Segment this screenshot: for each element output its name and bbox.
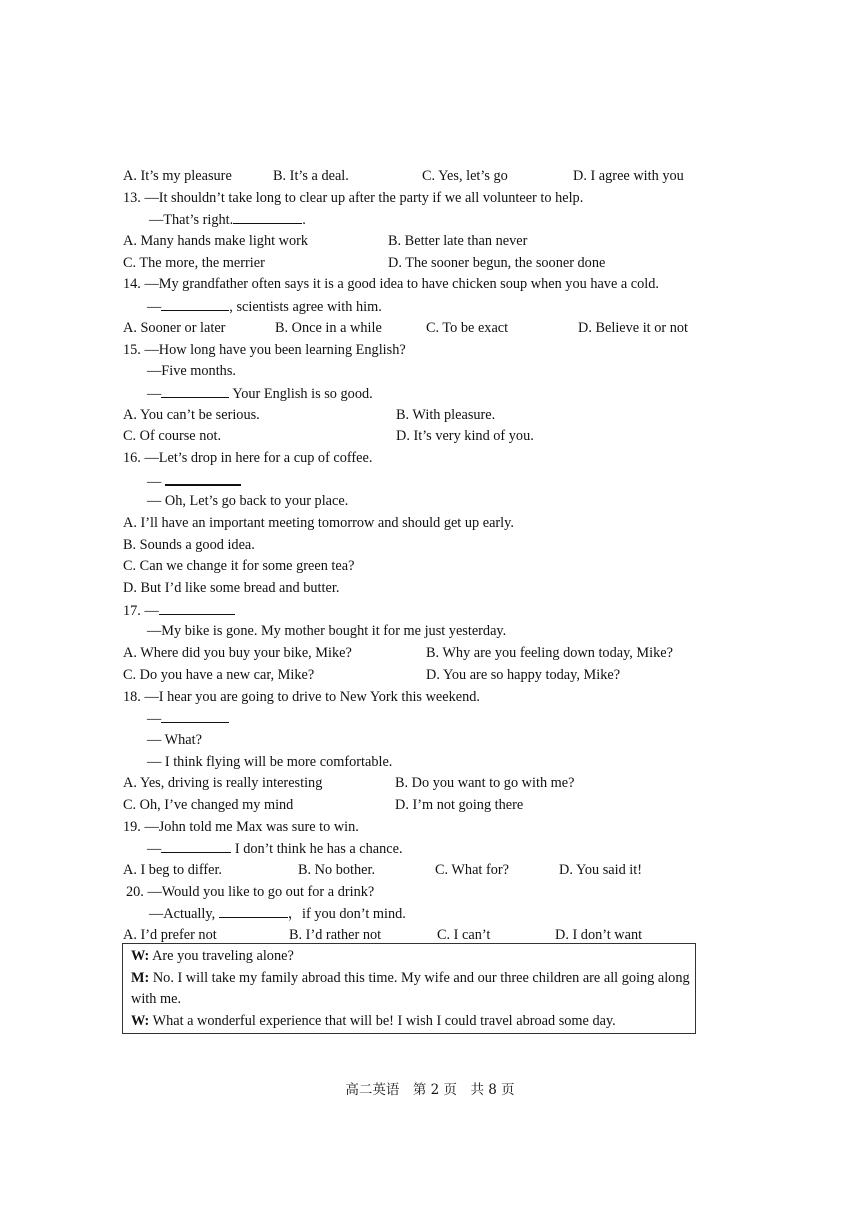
q16-option-d[interactable]: D. But I’d like some bread and butter. (123, 580, 340, 597)
option-d[interactable]: D. You said it! (559, 862, 643, 878)
option-c[interactable]: C. Of course not. (123, 428, 222, 445)
option-d[interactable]: D. I’m not going there (395, 796, 524, 813)
answer-blank[interactable] (219, 903, 288, 918)
q17-options-ab (123, 643, 703, 665)
q18-line3: — What? (147, 731, 202, 748)
q14-options (123, 318, 703, 340)
option-b[interactable]: B. Better late than never (388, 233, 528, 250)
q16-option-c[interactable]: C. Can we change it for some green tea? (123, 558, 355, 575)
option-a[interactable]: A. Where did you buy your bike, Mike? (123, 645, 352, 662)
q14-reply: — , scientists agree with him. (123, 296, 703, 318)
option-c[interactable]: C. I can’t (437, 927, 491, 944)
option-d[interactable]: D. I agree with you (573, 168, 684, 184)
answer-blank[interactable] (161, 296, 229, 311)
option-a[interactable]: A. Sooner or later (123, 319, 226, 336)
q15-line2: —Five months. (147, 363, 236, 380)
q15-options-cd (123, 426, 703, 448)
option-b[interactable]: B. Why are you feeling down today, Mike? (426, 645, 673, 662)
option-c[interactable]: C. Do you have a new car, Mike? (123, 666, 315, 683)
option-d[interactable]: D. I don’t want (555, 927, 643, 944)
answer-blank[interactable] (165, 470, 241, 486)
option-d[interactable]: D. It’s very kind of you. (396, 428, 534, 445)
option-a[interactable]: A. It’s my pleasure (123, 168, 232, 184)
q16-stem: 16. —Let’s drop in here for a cup of coffee. (123, 449, 373, 466)
q13-stem: 13. —It shouldn’t take long to clear up after the party if we all volunteer to help. (123, 189, 584, 206)
q14-stem: 14. —My grandfather often says it is a good idea to have chicken soup when you have a cold. (123, 276, 659, 293)
option-c[interactable]: C. Yes, let’s go (422, 168, 508, 184)
q19-stem: 19. —John told me Max was sure to win. (123, 818, 359, 835)
dialog-line: W: Are you traveling alone? (131, 948, 294, 964)
q17-options-cd (123, 665, 703, 687)
dialog-line: M: No. I will take my family abroad this time. My wife and our three children are all going along with me. (131, 969, 690, 1008)
q18-options-cd (123, 795, 703, 817)
option-a[interactable]: A. I beg to differ. (123, 862, 222, 878)
answer-blank[interactable] (161, 708, 229, 723)
q16-reply: — (123, 470, 703, 492)
q18-line4: — I think flying will be more comfortable. (147, 753, 393, 770)
option-b[interactable]: B. No bother. (298, 862, 376, 878)
q15-stem: 15. —How long have you been learning English? (123, 341, 406, 358)
speaker-label: W: (131, 1013, 150, 1030)
speaker-label: M: (131, 969, 150, 986)
q20-reply: —Actually, ，if you don’t mind. (123, 903, 703, 925)
answer-blank[interactable] (159, 600, 235, 615)
q13-options-cd (123, 253, 703, 275)
q16-option-b[interactable]: B. Sounds a good idea. (123, 536, 255, 553)
option-a[interactable]: A. I’d prefer not (123, 927, 217, 944)
option-c[interactable]: C. Oh, I’ve changed my mind (123, 796, 294, 813)
option-d[interactable]: D. The sooner begun, the sooner done (388, 254, 606, 271)
q17-line2: —My bike is gone. My mother bought it for me just yesterday. (147, 623, 507, 640)
q12-options (123, 166, 703, 188)
q18-stem: 18. —I hear you are going to drive to New York this weekend. (123, 688, 480, 705)
option-d[interactable]: D. Believe it or not (578, 319, 688, 336)
q18-options-ab (123, 773, 703, 795)
option-b[interactable]: B. Do you want to go with me? (395, 775, 575, 792)
q16-option-a[interactable]: A. I’ll have an important meeting tomorrow and should get up early. (123, 515, 514, 531)
q13-reply: —That’s right. . (123, 209, 703, 231)
answer-blank[interactable] (161, 383, 229, 398)
q16-line3: — Oh, Let’s go back to your place. (147, 493, 349, 510)
dialog-box (122, 943, 696, 1034)
q17-stem: 17. — (123, 600, 703, 622)
question-list (123, 166, 703, 947)
option-b[interactable]: B. I’d rather not (289, 927, 382, 944)
answer-blank[interactable] (161, 838, 231, 853)
q13-options-ab (123, 231, 703, 253)
option-d[interactable]: D. You are so happy today, Mike? (426, 666, 621, 683)
speaker-label: W: (131, 948, 150, 964)
option-a[interactable]: A. You can’t be serious. (123, 406, 260, 423)
q19-options (123, 860, 703, 882)
page-footer: 高二英语 第 2 页 共 8 页 (345, 1082, 515, 1098)
q15-reply: — Your English is so good. (123, 383, 703, 405)
option-a[interactable]: A. Many hands make light work (123, 233, 309, 250)
option-b[interactable]: B. It’s a deal. (273, 168, 349, 184)
answer-blank[interactable] (233, 209, 302, 224)
q19-reply: — I don’t think he has a chance. (123, 838, 703, 860)
option-b[interactable]: B. With pleasure. (396, 406, 496, 423)
dialog-line: W: What a wonderful experience that will be! I wish I could travel abroad some day. (131, 1013, 616, 1030)
option-a[interactable]: A. Yes, driving is really interesting (123, 775, 323, 792)
option-b[interactable]: B. Once in a while (275, 319, 382, 336)
option-c[interactable]: C. To be exact (426, 319, 509, 336)
q15-options-ab (123, 405, 703, 427)
option-c[interactable]: C. What for? (435, 862, 509, 878)
option-c[interactable]: C. The more, the merrier (123, 254, 265, 271)
q18-reply: — (123, 708, 703, 730)
q20-stem: 20. —Would you like to go out for a drink? (126, 883, 375, 900)
